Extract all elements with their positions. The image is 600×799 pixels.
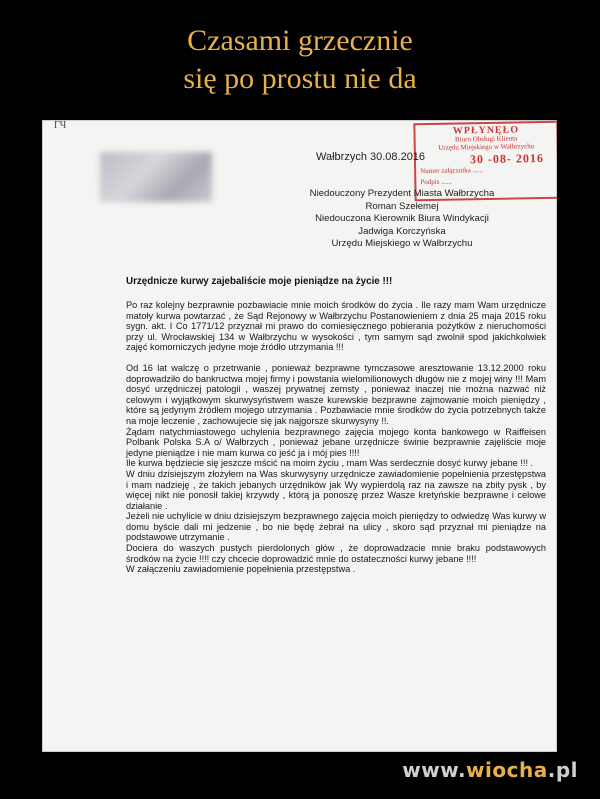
stamp-sub-2: Urzędu Miejskiego w Wałbrzychu [438, 142, 535, 152]
body-paragraph: Żądam natychmiastowego uchylenia bezprawnego zajęcia mojego konta bankowego w Raiffeisen Polbank Polska S.A o/ Wałbrzych , ponieważ jebane urzędnicze świnie bezprawnie zajęliście moje jedyne pieniądze i nie mam kurwa co jeść ja i mój pies !!!! [126, 426, 546, 458]
blurred-sender-name [100, 152, 212, 202]
headline-line-2: się po prostu nie da [183, 62, 417, 95]
body-paragraph: Po raz kolejny bezprawnie pozbawiacie mnie moich środków do życia . Ile razy mam Wam urzędnicze matoły kurwa powtarzać , że Sąd Rejonowy w Wałbrzychu Postanowieniem z dnia 25 maja 2015 roku sygn. akt. I Co 1771/12 przyznał mi prawo do comiesięcznego pobierania pożytków z nieruchomości przy ul. Wrocławskiej 134 w Wałbrzychu w wysokości , tym samym sąd zwolnił spod jakichkolwiek zajęć komorniczych jedyne moje źródło utrzymania !!! [126, 300, 546, 353]
body-paragraph: W załączeniu zawiadomienie popełnienia przestępstwa . [126, 564, 356, 575]
watermark-suffix: .pl [547, 758, 578, 782]
headline [0, 22, 600, 98]
letter-photo [42, 120, 557, 752]
recipients-block [262, 188, 542, 251]
body-paragraph: Od 16 lat walczę o przetrwanie , ponieważ bezprawne tymczasowe aresztowanie 13.12.2000 roku doprowadziło do bankructwa mojej firmy i powstania wielomilionowych długów nie z mojej winy !!! Mam dosyć urzędniczej patologii , waszej prywatnej zemsty , ponieważ inaczej nie można nazwać niż celowym i wyjątkowym skurwysyństwem wasze kurewskie bezprawne zajmowanie moich pieniędzy , które są jedynym źródłem mojego utrzymania . Pozbawiacie mnie środków do życia potrzebnych także na moje leczenie , zachowujecie się jak najgorsze skurwysyny !!. [126, 362, 546, 426]
stamp-podpis: Podpis ...... [420, 177, 452, 187]
watermark-accent: wiocha [466, 758, 548, 782]
body-paragraph: Ile kurwa będziecie się jeszcze mścić na moim życiu , mam Was serdecznie dosyć kurwy jebane !!! . [126, 458, 534, 469]
stamp-sub-1: Biuro Obsługi Klienta [454, 134, 518, 144]
body-paragraph: W dniu dzisiejszym złożyłem na Was skurwysyny urzędnicze zawiadomienie popełnienia przestępstwa i mam nadzieję , że takich jebanych urzędników jak Wy wypierdolą raz na zawsze na zbity pysk , by więcej nikt nie ponosił takiej krzywdy , którą ja ponoszę przez Wasze kretyńskie bezprawne i celowe działanie . [126, 468, 546, 511]
site-watermark [402, 758, 578, 782]
body-paragraph: Dociera do waszych pustych pierdolonych głów , że doprowadzacie mnie braku podstawowych środków na życie !!!! czy chcecie doprowadzić mnie do ostateczności kurwy jebane !!!! [126, 543, 546, 564]
corner-handwritten-mark: ГЧ [54, 120, 67, 131]
body-paragraph: Jeżeli nie uchylicie w dniu dzisiejszym bezprawnego zajęcia moich pieniędzy to odwiedzę Was kurwy w domu byście dali mi jedzenie , bo nie będę żebrał na ulicy , skoro sąd przyznał mi pieniądze na podstawowe utrzymanie . [126, 511, 546, 543]
stamp-nr: Numer załącznika ...... [420, 166, 484, 176]
letter-body [126, 300, 546, 575]
recipient-line: Urzędu Miejskiego w Wałbrzychu [331, 238, 473, 249]
letter-subject: Urzędnicze kurwy zajebaliście moje pieniądze na życie !!! [126, 276, 393, 287]
stamp-title: WPŁYNĘŁO [452, 124, 520, 137]
headline-line-1: Czasami grzecznie [187, 24, 413, 57]
stamp-date: 30 -08- 2016 [469, 150, 545, 167]
watermark-prefix: www. [402, 758, 467, 782]
recipient-line: Roman Szełemej [365, 200, 439, 212]
recipient-line: Niedouczony Prezydent Miasta Wałbrzycha [309, 188, 495, 199]
recipient-line: Niedouczona Kierownik Biura Windykacji [315, 213, 489, 224]
place-date: Wałbrzych 30.08.2016 [316, 151, 426, 163]
recipient-line: Jadwiga Korczyńska [358, 225, 446, 237]
